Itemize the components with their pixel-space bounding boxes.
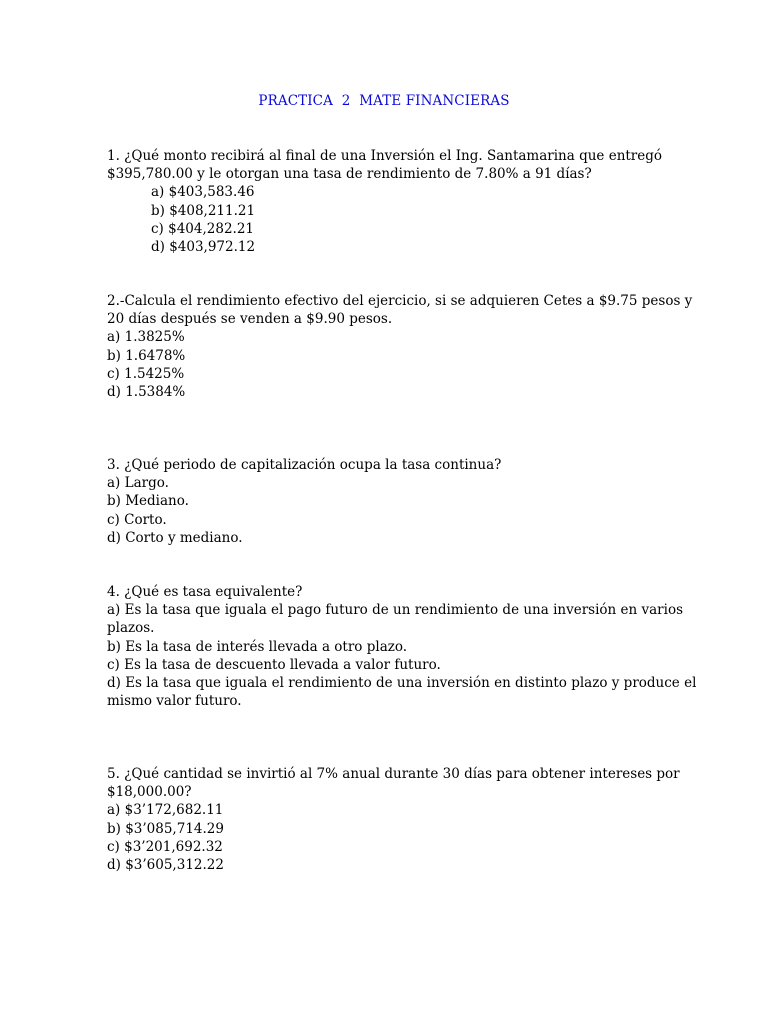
question-4-option-a: a) Es la tasa que iguala el pago futuro de un rendimiento de una inversión en varios [107,602,684,619]
question-2-text-line-1: 2.-Calcula el rendimiento efectivo del ejercicio, si se adquieren Cetes a $9.75 pesos y [107,293,693,309]
question-2-text-line-2: 20 días después se venden a $9.90 pesos. [107,311,393,328]
question-2-option-b: b) 1.6478% [107,347,186,364]
question-1-option-a: a) $403,583.46 [151,184,255,201]
question-3-option-d: d) Corto y mediano. [107,529,243,546]
question-3-option-b: b) Mediano. [107,493,189,510]
question-3-text-line-1: 3. ¿Qué periodo de capitalización ocupa la tasa continua? [107,457,502,473]
question-2-option-c: c) 1.5425% [107,365,185,382]
question-4-option-c: c) Es la tasa de descuento llevada a valor futuro. [107,656,441,673]
question-3 [107,456,667,547]
question-4-text-line-1: 4. ¿Qué es tasa equivalente? [107,584,303,600]
question-1-option-d: d) $403,972.12 [151,239,256,256]
question-1 [107,147,667,256]
question-5-option-b: b) $3’085,714.29 [107,820,224,837]
question-4-option-d: d) Es la tasa que iguala el rendimiento de una inversión en distinto plazo y produce el [107,675,697,692]
question-4-option-d-cont: mismo valor futuro. [107,693,242,710]
question-2 [107,292,693,401]
question-3-option-c: c) Corto. [107,511,167,528]
question-5-text-line-1: 5. ¿Qué cantidad se invirtió al 7% anual durante 30 días para obtener intereses por [107,766,680,782]
question-4 [107,583,697,710]
question-4-option-b: b) Es la tasa de interés llevada a otro plazo. [107,638,408,655]
question-1-text-line-2: $395,780.00 y le otorgan una tasa de rendimiento de 7.80% a 91 días? [107,166,592,183]
question-1-text-line-1: 1. ¿Qué monto recibirá al final de una Inversión el Ing. Santamarina que entregó [107,148,663,164]
question-5-text-line-2: $18,000.00? [107,784,192,801]
question-5 [107,765,680,874]
question-4-option-a-cont: plazos. [107,620,155,637]
question-5-option-a: a) $3’172,682.11 [107,802,224,819]
question-2-option-a: a) 1.3825% [107,329,185,346]
question-1-option-b: b) $408,211.21 [151,202,256,219]
question-3-option-a: a) Largo. [107,475,169,492]
question-2-option-d: d) 1.5384% [107,384,186,401]
question-5-option-c: c) $3’201,692.32 [107,838,223,855]
page-title: PRACTICA 2 MATE FINANCIERAS [258,93,510,109]
question-5-option-d: d) $3’605,312.22 [107,857,224,874]
question-1-option-c: c) $404,282.21 [151,220,255,237]
